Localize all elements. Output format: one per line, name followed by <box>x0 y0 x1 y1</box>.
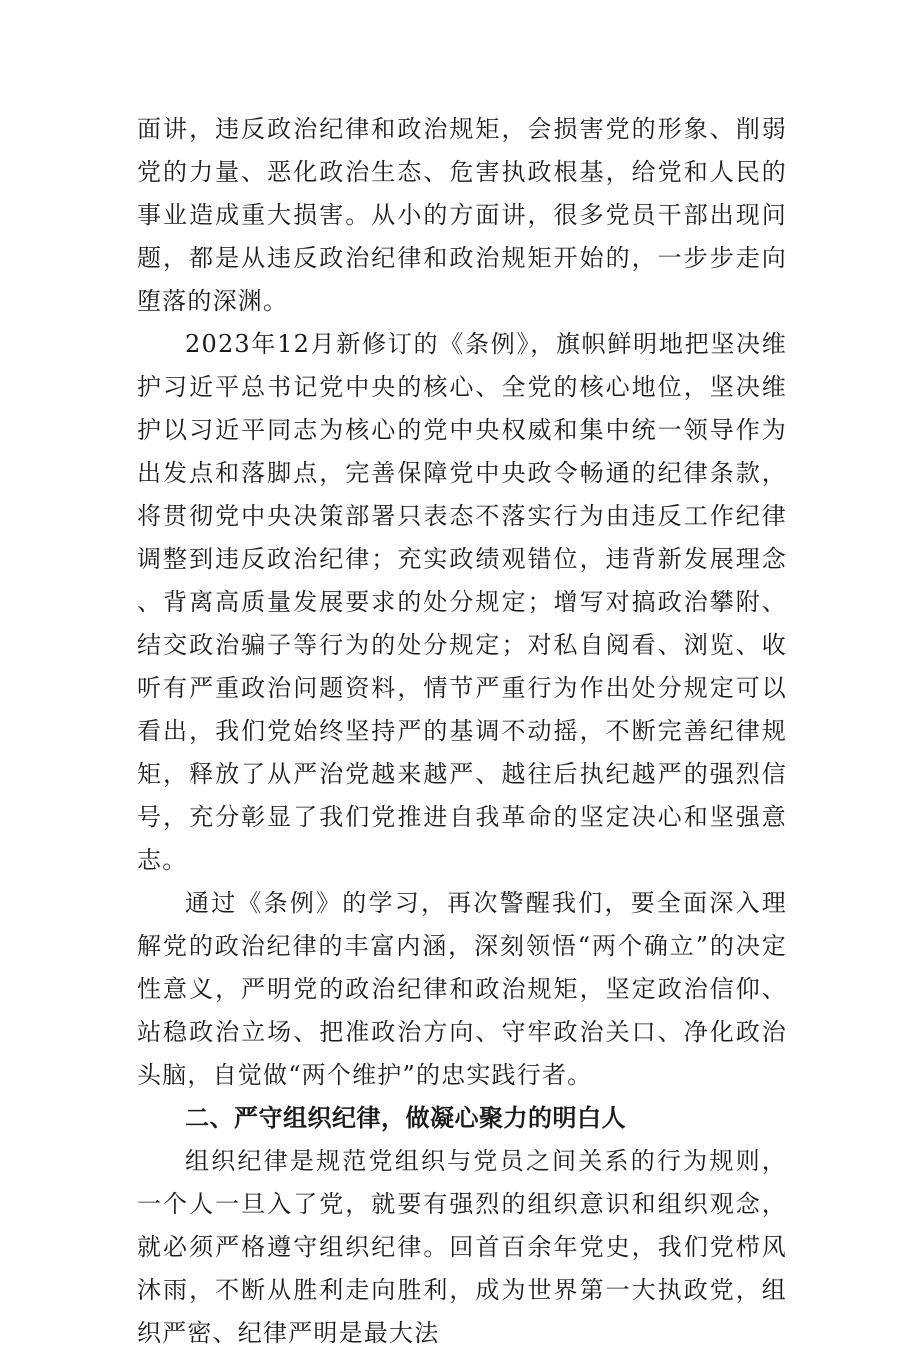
paragraph-organizational-discipline: 组织纪律是规范党组织与党员之间关系的行为规则，一个人一旦入了党，就要有强烈的组织意识和组织观念，就必须严格遵守组织纪律。回首百余年党史，我们党栉风沐雨，不断从胜利走向胜利，成为世界第一大执政党，组织严密、纪律严明是最大法 <box>137 1147 787 1347</box>
paragraph-regulation-revision: 2023年12月新修订的《条例》，旗帜鲜明地把坚决维护习近平总书记党中央的核心、全党的核心地位，坚决维护以习近平同志为核心的党中央权威和集中统一领导作为出发点和落脚点，完善保障党中央政令畅通的纪律条款，将贯彻党中央决策部署只表态不落实行为由违反工作纪律调整到违反政治纪律；充实政绩观错位，违背新发展理念、背离高质量发展要求的处分规定；增写对搞政治攀附、结交政治骗子等行为的处分规定；对私自阅看、浏览、收听有严重政治问题资料，情节严重行为作出处分规定可以看出，我们党始终坚持严的基调不动摇，不断完善纪律规矩，释放了从严治党越来越严、越往后执纪越严的强烈信号，充分彰显了我们党推进自我革命的坚定决心和坚强意志。 <box>137 330 787 874</box>
document-body <box>137 108 787 1355</box>
paragraph-continued: 面讲，违反政治纪律和政治规矩，会损害党的形象、削弱党的力量、恶化政治生态、危害执政根基，给党和人民的事业造成重大损害。从小的方面讲，很多党员干部出现问题，都是从违反政治纪律和政治规矩开始的，一步步走向堕落的深渊。 <box>137 115 787 315</box>
section-heading: 二、严守组织纪律，做凝心聚力的明白人 <box>185 1104 626 1132</box>
paragraph-study-reflection: 通过《条例》的学习，再次警醒我们，要全面深入理解党的政治纪律的丰富内涵，深刻领悟“两个确立”的决定性意义，严明党的政治纪律和政治规矩，坚定政治信仰、站稳政治立场、把准政治方向、守牢政治关口、净化政治头脑，自觉做“两个维护”的忠实践行者。 <box>137 889 787 1089</box>
